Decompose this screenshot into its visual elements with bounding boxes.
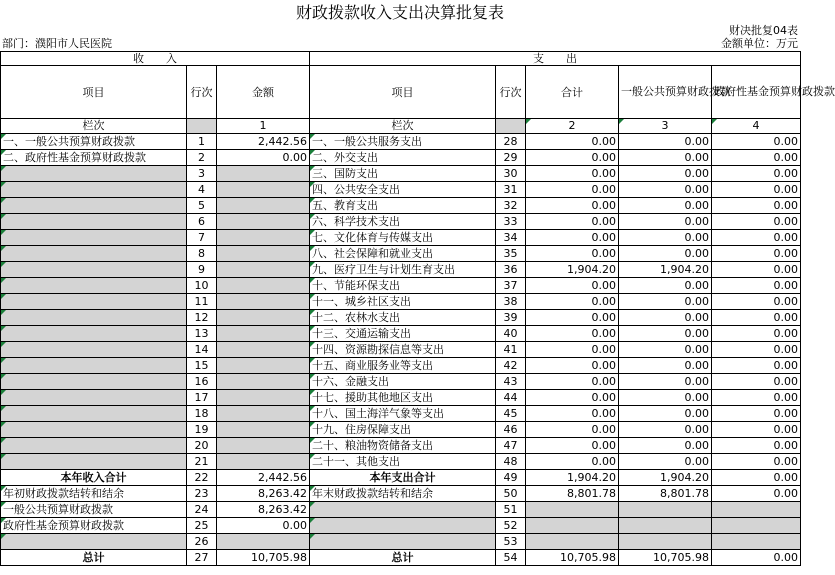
table-row bbox=[1, 278, 801, 294]
table-row bbox=[1, 294, 801, 310]
header-income-amount: 金额 bbox=[217, 66, 310, 119]
income-item-cell bbox=[1, 246, 187, 262]
expense-item-cell: 十二、农林水支出 bbox=[310, 310, 496, 326]
expense-row-no: 47 bbox=[496, 438, 526, 454]
income-amount-cell bbox=[217, 198, 310, 214]
grand-total-amount: 10,705.98 bbox=[217, 550, 310, 566]
expense-total-cell: 0.00 bbox=[526, 278, 619, 294]
expense-total-label: 本年支出合计 bbox=[310, 470, 496, 486]
year-end-no: 50 bbox=[496, 486, 526, 502]
expense-fund-cell: 0.00 bbox=[712, 150, 801, 166]
table-row bbox=[1, 438, 801, 454]
carryover-label: 年初财政拨款结转和结余 bbox=[1, 486, 187, 502]
header-expense-row-no: 行次 bbox=[496, 66, 526, 119]
expense-total-f: 0.00 bbox=[712, 470, 801, 486]
expense-item-cell: 九、医疗卫生与计划生育支出 bbox=[310, 262, 496, 278]
expense-item-cell: 二十一、其他支出 bbox=[310, 454, 496, 470]
expense-total-cell: 0.00 bbox=[526, 342, 619, 358]
income-amount-cell bbox=[217, 454, 310, 470]
expense-general-cell: 0.00 bbox=[619, 454, 712, 470]
income-row-no: 21 bbox=[187, 454, 217, 470]
expense-row-no: 37 bbox=[496, 278, 526, 294]
expense-row-no: 35 bbox=[496, 246, 526, 262]
income-total-amount: 2,442.56 bbox=[217, 470, 310, 486]
expense-row-no: 38 bbox=[496, 294, 526, 310]
income-row-no: 13 bbox=[187, 326, 217, 342]
table-row bbox=[1, 422, 801, 438]
expense-row-no: 34 bbox=[496, 230, 526, 246]
expense-item-cell: 十七、援助其他地区支出 bbox=[310, 390, 496, 406]
expense-total-cell: 1,904.20 bbox=[526, 262, 619, 278]
carry-fund-label: 政府性基金预算财政拨款 bbox=[1, 518, 187, 534]
amount-unit: 金额单位：万元 bbox=[721, 37, 798, 50]
blank-f-51 bbox=[712, 502, 801, 518]
expense-general-cell: 0.00 bbox=[619, 198, 712, 214]
income-item-cell bbox=[1, 166, 187, 182]
expense-item-cell: 十三、交通运输支出 bbox=[310, 326, 496, 342]
expense-fund-cell: 0.00 bbox=[712, 390, 801, 406]
income-row-no: 2 bbox=[187, 150, 217, 166]
column-index-3: 3 bbox=[619, 119, 712, 134]
summary-row bbox=[1, 502, 801, 518]
income-row-no: 20 bbox=[187, 438, 217, 454]
expense-general-cell: 0.00 bbox=[619, 390, 712, 406]
expense-fund-cell: 0.00 bbox=[712, 182, 801, 198]
expense-item-cell: 五、教育支出 bbox=[310, 198, 496, 214]
income-amount-cell bbox=[217, 310, 310, 326]
grand-total-label-expense: 总计 bbox=[310, 550, 496, 566]
income-total-no: 22 bbox=[187, 470, 217, 486]
carry-fund-no: 25 bbox=[187, 518, 217, 534]
expense-row-no: 32 bbox=[496, 198, 526, 214]
blank-income-26 bbox=[1, 534, 187, 550]
income-amount-cell bbox=[217, 326, 310, 342]
table-row bbox=[1, 230, 801, 246]
grand-total-no-expense: 54 bbox=[496, 550, 526, 566]
grand-total-no: 27 bbox=[187, 550, 217, 566]
income-row-no: 19 bbox=[187, 422, 217, 438]
header-fund-budget: 政府性基金预算财政拨款 bbox=[712, 66, 801, 119]
expense-total-cell: 0.00 bbox=[526, 406, 619, 422]
blank-f-53 bbox=[712, 534, 801, 550]
header-total: 合计 bbox=[526, 66, 619, 119]
expense-row-no: 40 bbox=[496, 326, 526, 342]
expense-item-cell: 十五、商业服务业等支出 bbox=[310, 358, 496, 374]
expense-row-no: 41 bbox=[496, 342, 526, 358]
blank-g-51 bbox=[619, 502, 712, 518]
table-row bbox=[1, 454, 801, 470]
row-no-26: 26 bbox=[187, 534, 217, 550]
income-amount-cell bbox=[217, 246, 310, 262]
expense-general-cell: 0.00 bbox=[619, 278, 712, 294]
summary-row bbox=[1, 534, 801, 550]
carryover-no: 23 bbox=[187, 486, 217, 502]
row-no-52: 52 bbox=[496, 518, 526, 534]
column-label-expense: 栏次 bbox=[310, 119, 496, 134]
expense-fund-cell: 0.00 bbox=[712, 406, 801, 422]
expense-fund-cell: 0.00 bbox=[712, 262, 801, 278]
expense-total-cell: 0.00 bbox=[526, 438, 619, 454]
blank-t-51 bbox=[526, 502, 619, 518]
summary-row bbox=[1, 470, 801, 486]
income-item-cell bbox=[1, 182, 187, 198]
income-row-no: 1 bbox=[187, 134, 217, 150]
expense-fund-cell: 0.00 bbox=[712, 246, 801, 262]
expense-row-no: 28 bbox=[496, 134, 526, 150]
table-row bbox=[1, 342, 801, 358]
column-index-4: 4 bbox=[712, 119, 801, 134]
summary-row bbox=[1, 486, 801, 502]
expense-total-cell: 0.00 bbox=[526, 310, 619, 326]
income-item-cell bbox=[1, 342, 187, 358]
income-row-no: 16 bbox=[187, 374, 217, 390]
expense-fund-cell: 0.00 bbox=[712, 358, 801, 374]
department-label: 部门：濮阳市人民医院 bbox=[2, 37, 112, 50]
blank-t-53 bbox=[526, 534, 619, 550]
summary-row bbox=[1, 518, 801, 534]
table-row bbox=[1, 182, 801, 198]
income-row-no: 15 bbox=[187, 358, 217, 374]
expense-total-cell: 0.00 bbox=[526, 150, 619, 166]
income-row-no: 4 bbox=[187, 182, 217, 198]
column-index-1: 1 bbox=[217, 119, 310, 134]
expense-fund-cell: 0.00 bbox=[712, 214, 801, 230]
expense-fund-cell: 0.00 bbox=[712, 230, 801, 246]
income-section-header: 收 入 bbox=[1, 52, 310, 66]
expense-item-cell: 二十、粮油物资储备支出 bbox=[310, 438, 496, 454]
expense-total-cell: 0.00 bbox=[526, 374, 619, 390]
expense-total-cell: 0.00 bbox=[526, 294, 619, 310]
expense-fund-cell: 0.00 bbox=[712, 294, 801, 310]
expense-item-cell: 六、科学技术支出 bbox=[310, 214, 496, 230]
expense-row-no: 42 bbox=[496, 358, 526, 374]
expense-section-header: 支 出 bbox=[310, 52, 801, 66]
table-row bbox=[1, 214, 801, 230]
year-end-t: 8,801.78 bbox=[526, 486, 619, 502]
expense-total-cell: 0.00 bbox=[526, 422, 619, 438]
income-amount-cell bbox=[217, 182, 310, 198]
expense-general-cell: 0.00 bbox=[619, 230, 712, 246]
income-amount-cell bbox=[217, 358, 310, 374]
expense-row-no: 46 bbox=[496, 422, 526, 438]
expense-row-no: 43 bbox=[496, 374, 526, 390]
expense-total-cell: 0.00 bbox=[526, 198, 619, 214]
income-amount-cell bbox=[217, 374, 310, 390]
grand-total-t: 10,705.98 bbox=[526, 550, 619, 566]
income-item-cell bbox=[1, 278, 187, 294]
budget-table bbox=[0, 51, 835, 566]
income-item-cell bbox=[1, 438, 187, 454]
expense-row-no: 45 bbox=[496, 406, 526, 422]
carry-general-amount: 8,263.42 bbox=[217, 502, 310, 518]
table-row bbox=[1, 166, 801, 182]
income-amount-cell bbox=[217, 278, 310, 294]
table-row bbox=[1, 358, 801, 374]
row-no-51: 51 bbox=[496, 502, 526, 518]
header-income-row-no: 行次 bbox=[187, 66, 217, 119]
expense-item-cell: 二、外交支出 bbox=[310, 150, 496, 166]
expense-general-cell: 0.00 bbox=[619, 422, 712, 438]
report-title: 财政拨款收入支出决算批复表 bbox=[295, 3, 504, 22]
expense-total-cell: 0.00 bbox=[526, 214, 619, 230]
income-amount-cell bbox=[217, 422, 310, 438]
expense-total-no: 49 bbox=[496, 470, 526, 486]
expense-fund-cell: 0.00 bbox=[712, 134, 801, 150]
expense-item-cell: 三、国防支出 bbox=[310, 166, 496, 182]
income-amount-cell bbox=[217, 438, 310, 454]
expense-item-cell: 十四、资源勘探信息等支出 bbox=[310, 342, 496, 358]
income-row-no: 3 bbox=[187, 166, 217, 182]
header-expense-item: 项目 bbox=[310, 66, 496, 119]
expense-general-cell: 0.00 bbox=[619, 342, 712, 358]
blank-item-53 bbox=[310, 534, 496, 550]
expense-total-cell: 0.00 bbox=[526, 390, 619, 406]
blank-item-52 bbox=[310, 518, 496, 534]
header-income-item: 项目 bbox=[1, 66, 187, 119]
expense-total-cell: 0.00 bbox=[526, 246, 619, 262]
income-amount-cell bbox=[217, 166, 310, 182]
income-row-no: 10 bbox=[187, 278, 217, 294]
carry-fund-amount: 0.00 bbox=[217, 518, 310, 534]
income-item-cell bbox=[1, 422, 187, 438]
income-item-cell bbox=[1, 326, 187, 342]
column-index-2: 2 bbox=[526, 119, 619, 134]
blank-amount-26 bbox=[217, 534, 310, 550]
expense-general-cell: 0.00 bbox=[619, 246, 712, 262]
expense-total-cell: 0.00 bbox=[526, 230, 619, 246]
income-item-cell bbox=[1, 358, 187, 374]
income-item-cell bbox=[1, 406, 187, 422]
table-row bbox=[1, 246, 801, 262]
expense-fund-cell: 0.00 bbox=[712, 342, 801, 358]
income-row-no: 14 bbox=[187, 342, 217, 358]
income-item-cell bbox=[1, 294, 187, 310]
expense-general-cell: 0.00 bbox=[619, 406, 712, 422]
income-amount-cell: 0.00 bbox=[217, 150, 310, 166]
blank-g-52 bbox=[619, 518, 712, 534]
income-amount-cell bbox=[217, 262, 310, 278]
income-row-no: 11 bbox=[187, 294, 217, 310]
expense-item-cell: 十八、国土海洋气象等支出 bbox=[310, 406, 496, 422]
income-item-cell bbox=[1, 214, 187, 230]
table-row bbox=[1, 390, 801, 406]
expense-row-no: 30 bbox=[496, 166, 526, 182]
income-amount-cell bbox=[217, 230, 310, 246]
expense-item-cell: 八、社会保障和就业支出 bbox=[310, 246, 496, 262]
table-row bbox=[1, 262, 801, 278]
expense-fund-cell: 0.00 bbox=[712, 198, 801, 214]
blank-t-52 bbox=[526, 518, 619, 534]
table-row bbox=[1, 406, 801, 422]
grand-total-label: 总计 bbox=[1, 550, 187, 566]
year-end-f: 0.00 bbox=[712, 486, 801, 502]
expense-total-cell: 0.00 bbox=[526, 358, 619, 374]
expense-item-cell: 一、一般公共服务支出 bbox=[310, 134, 496, 150]
expense-general-cell: 0.00 bbox=[619, 150, 712, 166]
income-amount-cell bbox=[217, 390, 310, 406]
expense-general-cell: 0.00 bbox=[619, 326, 712, 342]
expense-fund-cell: 0.00 bbox=[712, 454, 801, 470]
expense-item-cell: 十一、城乡社区支出 bbox=[310, 294, 496, 310]
expense-total-cell: 0.00 bbox=[526, 166, 619, 182]
expense-item-cell: 十、节能环保支出 bbox=[310, 278, 496, 294]
expense-row-no: 31 bbox=[496, 182, 526, 198]
expense-fund-cell: 0.00 bbox=[712, 422, 801, 438]
expense-item-cell: 十六、金融支出 bbox=[310, 374, 496, 390]
blank-item-51 bbox=[310, 502, 496, 518]
expense-general-cell: 0.00 bbox=[619, 214, 712, 230]
income-item-cell bbox=[1, 374, 187, 390]
expense-total-cell: 0.00 bbox=[526, 182, 619, 198]
expense-item-cell: 四、公共安全支出 bbox=[310, 182, 496, 198]
expense-fund-cell: 0.00 bbox=[712, 374, 801, 390]
expense-item-cell: 七、文化体育与传媒支出 bbox=[310, 230, 496, 246]
table-row bbox=[1, 326, 801, 342]
carry-general-label: 一般公共预算财政拨款 bbox=[1, 502, 187, 518]
expense-general-cell: 0.00 bbox=[619, 294, 712, 310]
expense-fund-cell: 0.00 bbox=[712, 166, 801, 182]
income-item-cell bbox=[1, 262, 187, 278]
expense-general-cell: 1,904.20 bbox=[619, 262, 712, 278]
income-row-no: 7 bbox=[187, 230, 217, 246]
income-row-no: 5 bbox=[187, 198, 217, 214]
expense-general-cell: 0.00 bbox=[619, 134, 712, 150]
expense-general-cell: 0.00 bbox=[619, 438, 712, 454]
column-no-expense-blank bbox=[496, 119, 526, 134]
blank-g-53 bbox=[619, 534, 712, 550]
header-general-budget: 一般公共预算财政拨款 bbox=[619, 66, 712, 119]
income-item-cell: 一、一般公共预算财政拨款 bbox=[1, 134, 187, 150]
blank-f-52 bbox=[712, 518, 801, 534]
table-row bbox=[1, 150, 801, 166]
expense-total-cell: 0.00 bbox=[526, 326, 619, 342]
table-row bbox=[1, 374, 801, 390]
expense-total-g: 1,904.20 bbox=[619, 470, 712, 486]
income-amount-cell bbox=[217, 214, 310, 230]
income-item-cell bbox=[1, 454, 187, 470]
grand-total-g: 10,705.98 bbox=[619, 550, 712, 566]
table-row bbox=[1, 198, 801, 214]
income-item-cell bbox=[1, 310, 187, 326]
expense-total-cell: 0.00 bbox=[526, 454, 619, 470]
income-row-no: 9 bbox=[187, 262, 217, 278]
carryover-amount: 8,263.42 bbox=[217, 486, 310, 502]
income-item-cell bbox=[1, 390, 187, 406]
expense-general-cell: 0.00 bbox=[619, 310, 712, 326]
row-no-53: 53 bbox=[496, 534, 526, 550]
income-total-label: 本年收入合计 bbox=[1, 470, 187, 486]
year-end-g: 8,801.78 bbox=[619, 486, 712, 502]
expense-general-cell: 0.00 bbox=[619, 166, 712, 182]
expense-general-cell: 0.00 bbox=[619, 374, 712, 390]
summary-row bbox=[1, 550, 801, 566]
expense-total-t: 1,904.20 bbox=[526, 470, 619, 486]
carry-general-no: 24 bbox=[187, 502, 217, 518]
income-row-no: 6 bbox=[187, 214, 217, 230]
expense-row-no: 39 bbox=[496, 310, 526, 326]
form-code: 财决批复04表 bbox=[729, 24, 798, 37]
income-row-no: 18 bbox=[187, 406, 217, 422]
income-item-cell bbox=[1, 198, 187, 214]
income-item-cell bbox=[1, 230, 187, 246]
column-label-income: 栏次 bbox=[1, 119, 187, 134]
income-item-cell: 二、政府性基金预算财政拨款 bbox=[1, 150, 187, 166]
income-row-no: 17 bbox=[187, 390, 217, 406]
expense-fund-cell: 0.00 bbox=[712, 326, 801, 342]
income-amount-cell: 2,442.56 bbox=[217, 134, 310, 150]
expense-row-no: 29 bbox=[496, 150, 526, 166]
expense-general-cell: 0.00 bbox=[619, 358, 712, 374]
expense-row-no: 48 bbox=[496, 454, 526, 470]
income-amount-cell bbox=[217, 406, 310, 422]
expense-fund-cell: 0.00 bbox=[712, 310, 801, 326]
expense-row-no: 36 bbox=[496, 262, 526, 278]
income-amount-cell bbox=[217, 294, 310, 310]
table-row bbox=[1, 134, 801, 150]
expense-fund-cell: 0.00 bbox=[712, 438, 801, 454]
income-row-no: 8 bbox=[187, 246, 217, 262]
expense-item-cell: 十九、住房保障支出 bbox=[310, 422, 496, 438]
year-end-label: 年末财政拨款结转和结余 bbox=[310, 486, 496, 502]
column-no-income-blank bbox=[187, 119, 217, 134]
grand-total-f: 0.00 bbox=[712, 550, 801, 566]
expense-row-no: 44 bbox=[496, 390, 526, 406]
expense-total-cell: 0.00 bbox=[526, 134, 619, 150]
income-row-no: 12 bbox=[187, 310, 217, 326]
income-amount-cell bbox=[217, 342, 310, 358]
expense-row-no: 33 bbox=[496, 214, 526, 230]
expense-fund-cell: 0.00 bbox=[712, 278, 801, 294]
table-row bbox=[1, 310, 801, 326]
expense-general-cell: 0.00 bbox=[619, 182, 712, 198]
